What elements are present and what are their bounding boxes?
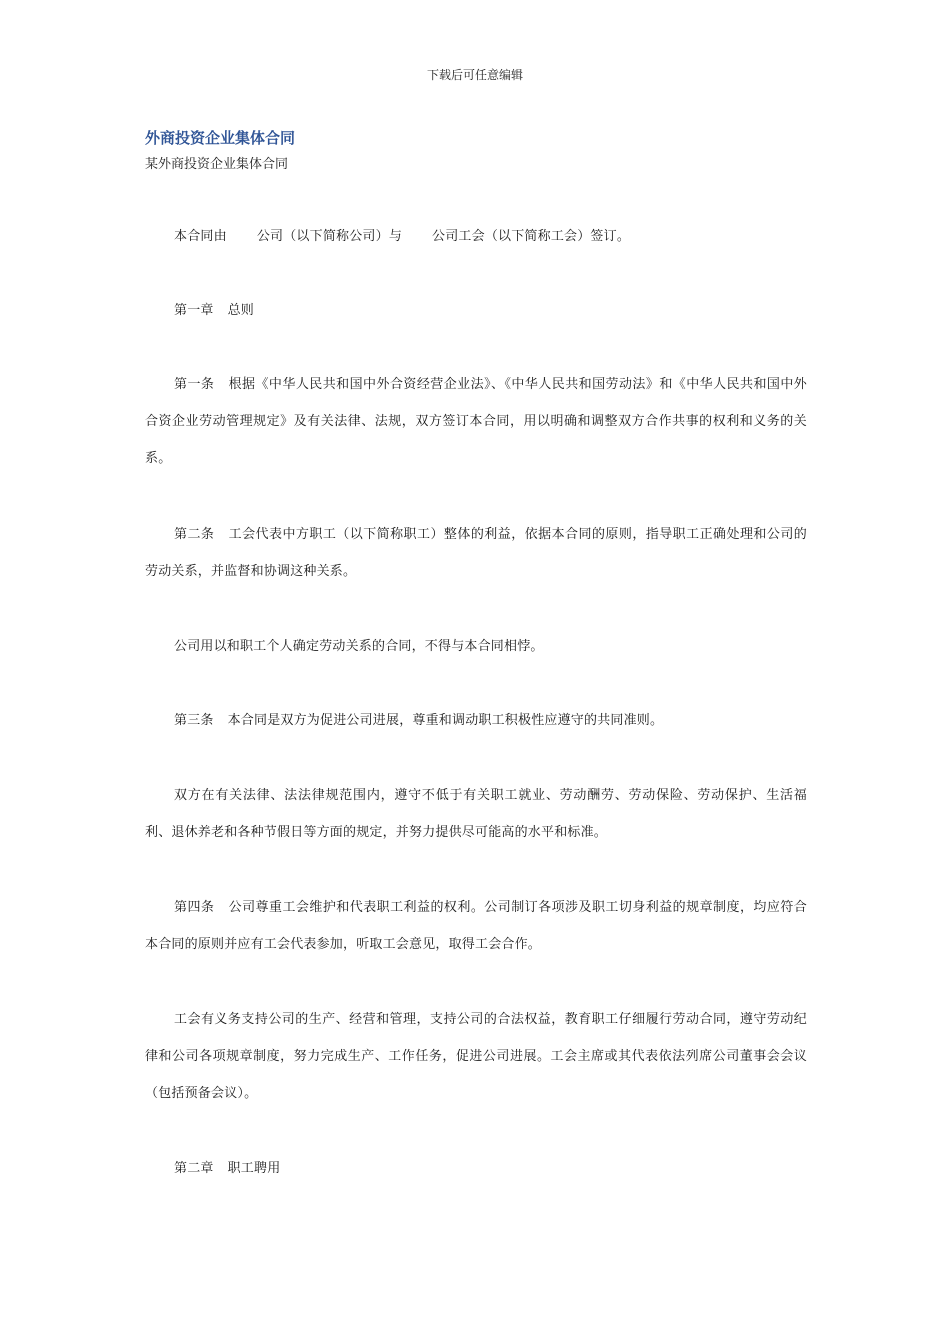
paragraph-text: 双方在有关法律、法法律规范围内，遵守不低于有关职工就业、劳动酬劳、劳动保险、劳动保护、生活福利、退休养老和各种节假日等方面的规定，并努力提供尽可能高的水平和标准。 bbox=[145, 788, 807, 840]
article-4-paragraph bbox=[145, 889, 807, 963]
article-text: 根据《中华人民共和国中外合资经营企业法》、《中华人民共和国劳动法》和《中华人民共和国中外合资企业劳动管理规定》及有关法律、法规，双方签订本合同，用以明确和调整双方合作共事的权利和义务的关系。 bbox=[145, 377, 807, 466]
article-text: 本合同是双方为促进公司进展，尊重和调动职工积极性应遵守的共同准则。 bbox=[227, 713, 664, 728]
article-2-paragraph bbox=[145, 516, 807, 590]
article-number: 第三条 bbox=[174, 713, 214, 728]
paragraph-text: 工会有义务支持公司的生产、经营和管理，支持公司的合法权益，教育职工仔细履行劳动合同，遵守劳动纪律和公司各项规章制度，努力完成生产、工作任务，促进公司进展。工会主席或其代表依法列席公司董事会会议（包括预备会议）。 bbox=[145, 1012, 807, 1101]
article-1-paragraph bbox=[145, 366, 807, 477]
article-number: 第二条 bbox=[174, 527, 215, 542]
document-subtitle: 某外商投资企业集体合同 bbox=[145, 157, 289, 172]
chapter-number: 第二章 bbox=[174, 1161, 214, 1176]
chapter-number: 第一章 bbox=[174, 303, 214, 318]
article-3-detail-paragraph bbox=[145, 777, 807, 851]
preamble-part-b: 公司（以下简称公司）与 bbox=[256, 229, 403, 244]
chapter-1-heading bbox=[145, 292, 807, 329]
paragraph-text: 公司用以和职工个人确定劳动关系的合同，不得与本合同相悖。 bbox=[174, 639, 544, 654]
article-2-note-paragraph bbox=[145, 628, 807, 665]
article-3-paragraph bbox=[145, 702, 807, 739]
header-note: 下载后可任意编辑 bbox=[426, 68, 523, 82]
article-text: 工会代表中方职工（以下简称职工）整体的利益，依据本合同的原则，指导职工正确处理和公司的劳动关系，并监督和协调这种关系。 bbox=[145, 527, 807, 579]
article-text: 公司尊重工会维护和代表职工利益的权利。公司制订各项涉及职工切身利益的规章制度，均应符合本合同的原则并应有工会代表参加，听取工会意见，取得工会合作。 bbox=[145, 900, 807, 952]
preamble-paragraph bbox=[145, 218, 807, 255]
document-title: 外商投资企业集体合同 bbox=[145, 129, 296, 147]
preamble-part-a: 本合同由 bbox=[174, 229, 227, 244]
chapter-name: 总则 bbox=[227, 303, 255, 318]
article-4-detail-paragraph bbox=[145, 1001, 807, 1112]
preamble-part-c: 公司工会（以下简称工会）签订。 bbox=[432, 229, 631, 244]
chapter-2-heading bbox=[145, 1150, 807, 1187]
article-number: 第一条 bbox=[174, 377, 215, 392]
chapter-name: 职工聘用 bbox=[227, 1161, 281, 1176]
article-number: 第四条 bbox=[174, 900, 215, 915]
